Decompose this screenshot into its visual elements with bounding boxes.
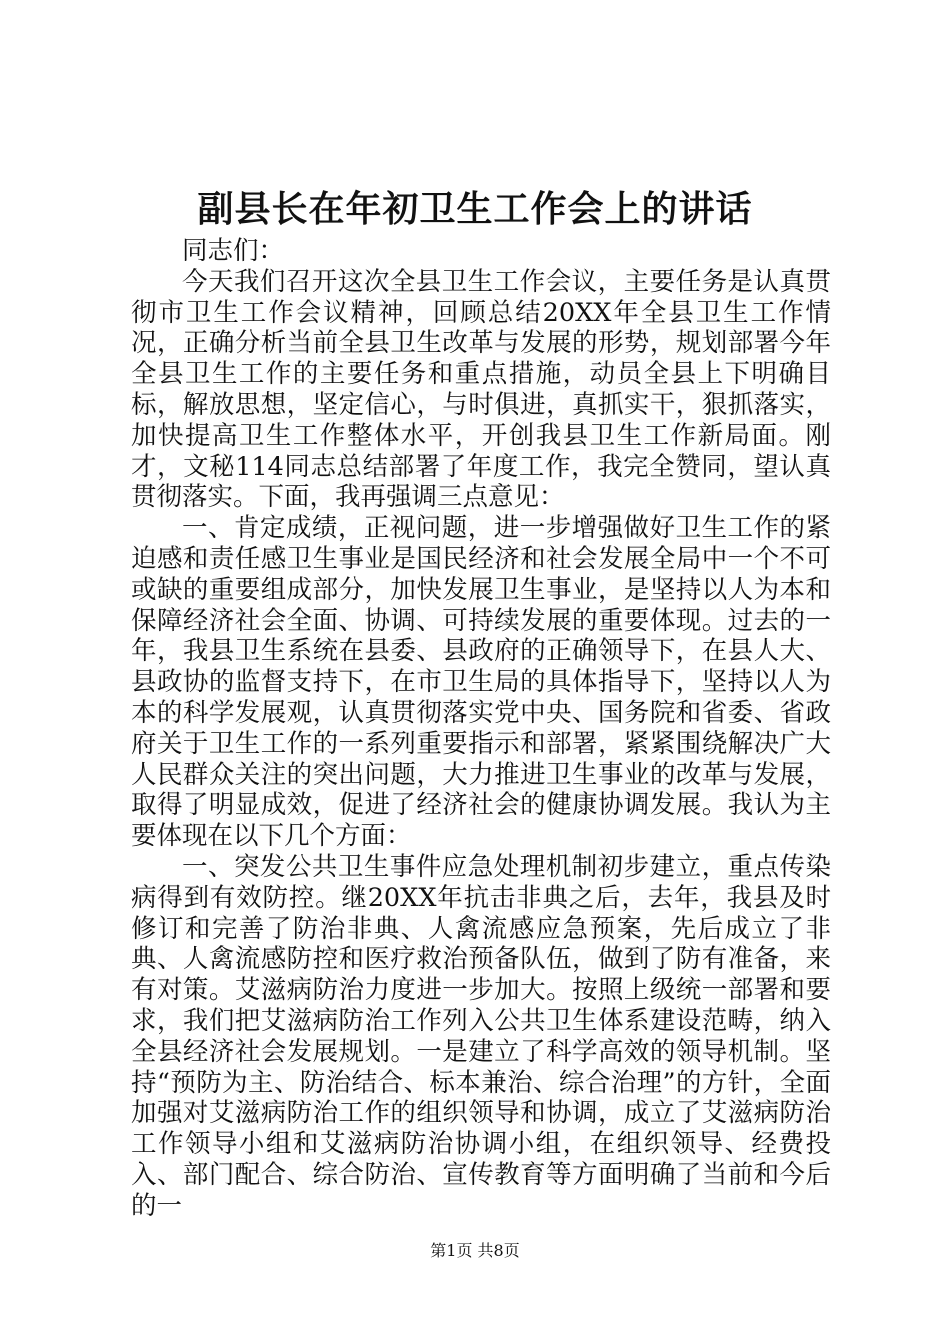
subsection-one-paragraph: 一、突发公共卫生事件应急处理机制初步建立，重点传染病得到有效防控。继20XX年抗击非典之后，去年，我县及时修订和完善了防治非典、人禽流感应急预案，先后成立了非典、人禽流感防控和医疗救治预备队伍，做到了防有准备，来有对策。艾滋病防治力度进一步加大。按照上级统一部署和要求，我们把艾滋病防治工作列入公共卫生体系建设范畴，纳入全县经济社会发展规划。一是建立了科学高效的领导机制。坚持“预防为主、防治结合、标本兼治、综合治理”的方针，全面加强对艾滋病防治工作的组织领导和协调，成立了艾滋病防治工作领导小组和艾滋病防治协调小组，在组织领导、经费投入、部门配合、综合防治、宣传教育等方面明确了当前和今后的一 [131,851,831,1221]
page-footer: 第1页 共8页 [430,1241,520,1260]
document-title: 副县长在年初卫生工作会上的讲话 [197,188,753,230]
section-one-paragraph: 一、肯定成绩，正视问题，进一步增强做好卫生工作的紧迫感和责任感卫生事业是国民经济和社会发展全局中一个不可或缺的重要组成部分，加快发展卫生事业，是坚持以人为本和保障经济社会全面、协调、可持续发展的重要体现。过去的一年，我县卫生系统在县委、县政府的正确领导下，在县人大、县政协的监督支持下，在市卫生局的具体指导下，坚持以人为本的科学发展观，认真贯彻落实党中央、国务院和省委、省政府关于卫生工作的一系列重要指示和部署，紧紧围绕解决广大人民群众关注的突出问题，大力推进卫生事业的改革与发展，取得了明显成效，促进了经济社会的健康协调发展。我认为主要体现在以下几个方面： [131,513,831,852]
intro-paragraph: 今天我们召开这次全县卫生工作会议，主要任务是认真贯彻市卫生工作会议精神，回顾总结20XX年全县卫生工作情况，正确分析当前全县卫生改革与发展的形势，规划部署今年全县卫生工作的主要任务和重点措施，动员全县上下明确目标，解放思想，坚定信心，与时俱进，真抓实干，狠抓落实，加快提高卫生工作整体水平，开创我县卫生工作新局面。刚才，文秘114同志总结部署了年度工作，我完全赞同，望认真贯彻落实。下面，我再强调三点意见： [131,266,831,513]
salutation-paragraph: 同志们： [182,236,285,266]
document-body [131,236,831,1222]
